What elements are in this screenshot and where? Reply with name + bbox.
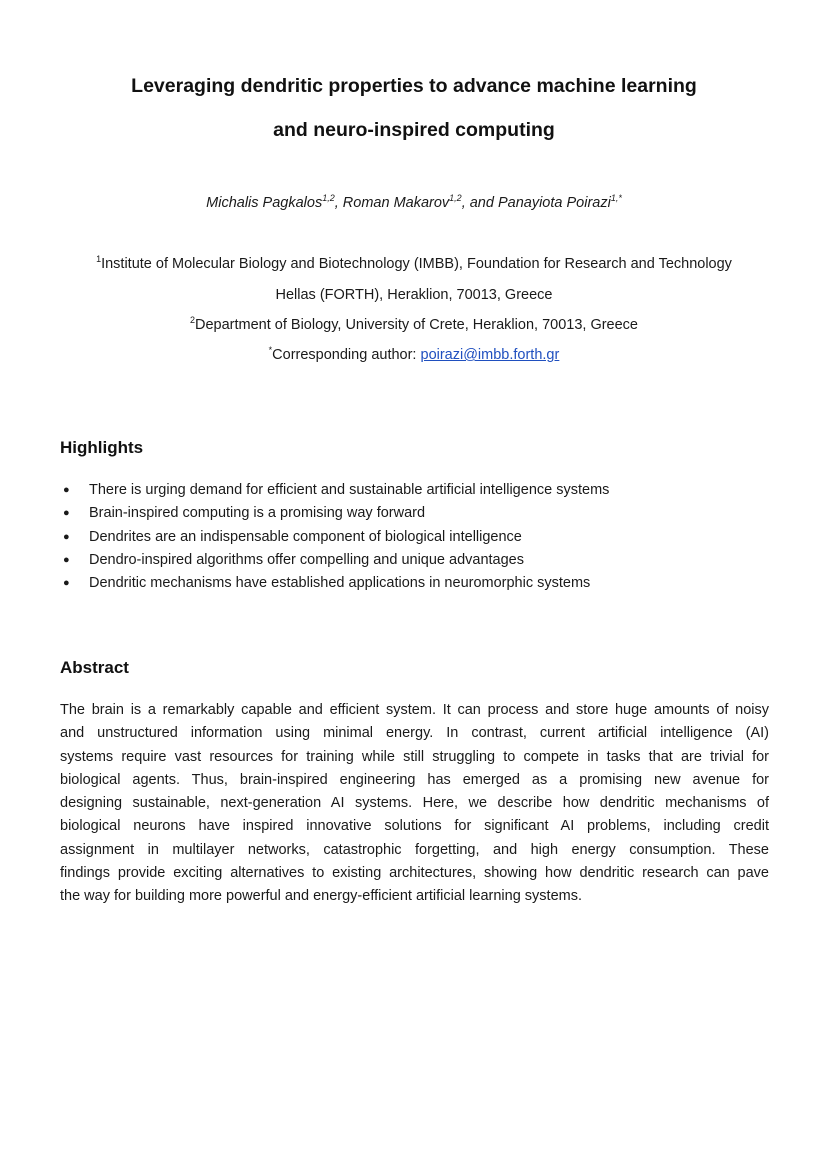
author-name: Michalis Pagkalos (206, 195, 323, 211)
affiliation-marker: 2 (189, 315, 195, 325)
author-affiliation-marker: 1,2 (322, 193, 335, 203)
abstract-body (60, 699, 769, 909)
author-affiliation-marker: 1,2 (449, 193, 462, 203)
paper-title-line-2: and neuro-inspired computing (273, 119, 555, 141)
corresponding-email-link[interactable]: poirazi@imbb.forth.gr (420, 347, 560, 363)
author-name: Panayiota Poirazi (497, 195, 611, 211)
highlight-text: Brain-inspired computing is a promising way forward (89, 505, 426, 522)
highlight-text: There is urging demand for efficient and sustainable artificial intelligence systems (89, 482, 610, 498)
bullet-icon: ● (63, 553, 70, 566)
abstract-line: biological agents. Thus, brain-inspired engineering has emerged as a promising new avenue for (60, 771, 769, 788)
highlight-text: Dendrites are an indispensable component of biological intelligence (89, 528, 522, 545)
bullet-icon: ● (63, 577, 70, 590)
affiliation-1-line-2: Hellas (FORTH), Heraklion, 70013, Greece (275, 287, 553, 303)
corresponding-marker: * (268, 345, 273, 355)
highlight-item (60, 502, 768, 525)
author-separator: , and (461, 195, 498, 211)
affiliation-2 (60, 315, 768, 335)
bullet-icon: ● (63, 484, 70, 496)
corresponding-author (60, 345, 768, 365)
highlight-text: Dendritic mechanisms have established applications in neuromorphic systems (89, 575, 591, 592)
bullet-icon: ● (63, 507, 70, 520)
affiliation-1-line-1 (60, 254, 768, 274)
abstract-line: assignment in multilayer networks, catastrophic forgetting, and high energy consumption. These (60, 841, 769, 858)
author-separator: , (334, 195, 343, 211)
abstract-heading: Abstract (60, 658, 129, 677)
abstract-line: biological neurons have inspired innovative solutions for significant AI problems, including credit (60, 818, 769, 835)
corresponding-label: Corresponding author: (272, 347, 421, 363)
author-list (60, 193, 768, 213)
highlight-item (60, 526, 768, 549)
affiliation-text: Department of Biology, University of Crete, Heraklion, 70013, Greece (195, 317, 638, 333)
abstract-line: and unstructured information using minimal energy. In contrast, current artificial intelligence (AI) (60, 725, 769, 742)
abstract-line: systems require vast resources for training while still struggling to compete in tasks that are trivial for (60, 748, 769, 765)
author-affiliation-marker: 1,* (610, 193, 622, 203)
highlight-item (60, 549, 768, 572)
author-name: Roman Makarov (342, 195, 450, 211)
highlight-item (60, 572, 768, 595)
abstract-line: findings provide exciting alternatives to existing architectures, showing how dendritic research can pave (60, 865, 769, 882)
affiliation-marker: 1 (96, 254, 102, 264)
affiliation-text: Institute of Molecular Biology and Biotechnology (IMBB), Foundation for Research and Technology (101, 256, 732, 272)
highlight-text: Dendro-inspired algorithms offer compelling and unique advantages (89, 551, 524, 568)
abstract-line: The brain is a remarkably capable and efficient system. It can process and store huge amounts of noisy (60, 702, 769, 718)
paper-title-line-1: Leveraging dendritic properties to advance machine learning (131, 75, 697, 97)
highlights-heading: Highlights (60, 438, 144, 457)
abstract-line: the way for building more powerful and energy-efficient artificial learning systems. (60, 888, 582, 905)
abstract-line: designing sustainable, next-generation AI systems. Here, we describe how dendritic mechanisms of (60, 795, 769, 812)
highlights-list (60, 479, 768, 595)
highlight-item (60, 479, 768, 502)
bullet-icon: ● (63, 530, 70, 543)
